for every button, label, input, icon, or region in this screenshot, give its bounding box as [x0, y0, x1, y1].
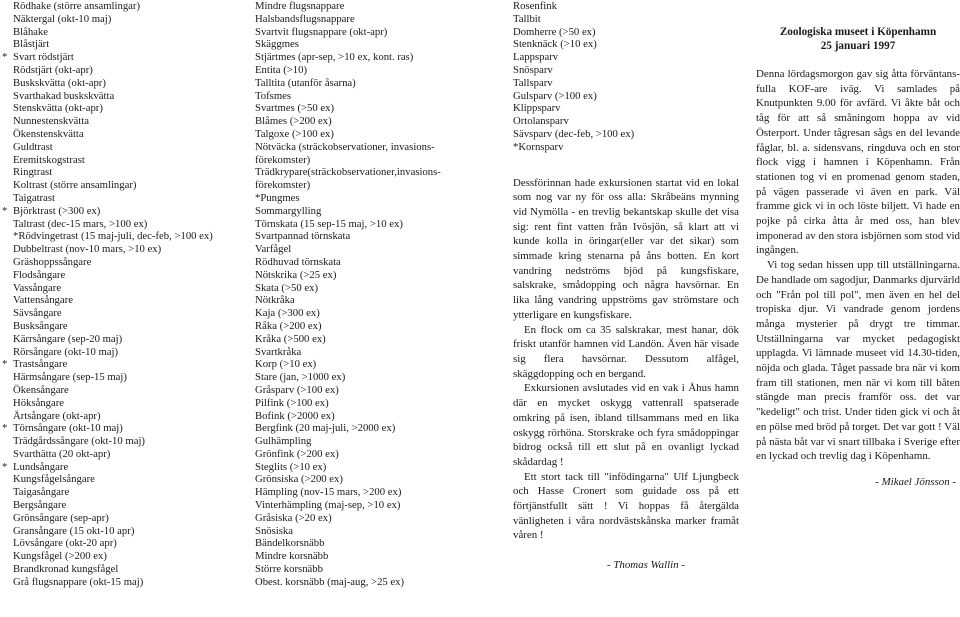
species-name: Entita (>10)	[255, 63, 308, 76]
excursion-report-text	[513, 176, 739, 544]
species-list-column-3	[513, 0, 739, 154]
species-entry	[2, 537, 240, 550]
species-name: Tofsmes	[255, 89, 292, 102]
species-entry	[255, 115, 475, 128]
species-entry	[2, 26, 240, 39]
species-name: Obest. korsnäbb (maj-aug, >25 ex)	[255, 575, 405, 588]
author-signature-thomas-wallin: - Thomas Wallin -	[607, 559, 685, 572]
species-name: Svartpannad törnskata	[255, 230, 351, 243]
species-name: Råka (>200 ex)	[255, 319, 322, 332]
species-entry	[2, 563, 240, 576]
species-entry	[255, 230, 475, 243]
species-name: Mindre flugsnappare	[255, 0, 345, 12]
species-name: Nötväcka (sträckobservationer, invasions-	[255, 140, 435, 153]
species-entry	[255, 179, 475, 192]
species-name: Blåhake	[13, 25, 49, 38]
species-name: förekomster)	[255, 179, 311, 192]
species-name: Stenskvätta (okt-apr)	[13, 102, 103, 115]
paragraph: Exkursionen avslutades vid en vak i Åhus hamn där en mycket oskygg vattenrall spatserade omkring på isen, ibland tillsammans med en lika oskygg rörhöna. Storskrake och fyra smådoppingar bidrog också till ett slut på en ovanligt lyckad skådardag !	[513, 382, 739, 468]
species-name: Klippsparv	[513, 102, 561, 115]
species-name: Björktrast (>300 ex)	[13, 204, 101, 217]
species-name: Sävsparv (dec-feb, >100 ex)	[513, 127, 635, 140]
paragraph: Denna lördagsmorgon gav sig åtta förväntans-fulla KOF-are iväg. Vi samlades på Knutpunkten 9.00 för avfärd. Vi åkte båt och tåg för att så småningom hoppa av vid Österport. Under tågresan sågs en del levande fåglar, bl. a. sidensvans, ringduva och en stor flock vigg i hamnen i Köpenhamn. Från stationen tog vi en promenad genom staden, på vägen passerade vi även en park. Väl framme gick vi in och löste biljett. Vi hade en pojke på cirka åtta år med oss, han blev imponerad av den stora isbjörnen som stod vid ingången.	[756, 68, 960, 257]
species-entry	[2, 90, 240, 103]
species-name: Nötkråka	[255, 294, 295, 307]
species-entry	[513, 64, 739, 77]
species-name: Lundsångare	[13, 460, 69, 473]
species-name: *Pungmes	[255, 191, 300, 204]
species-entry	[2, 256, 240, 269]
species-entry	[255, 282, 475, 295]
species-entry	[255, 435, 475, 448]
species-entry	[255, 128, 475, 141]
species-entry	[255, 141, 475, 154]
species-name: Nötskrika (>25 ex)	[255, 268, 337, 281]
species-entry	[255, 397, 475, 410]
species-entry	[255, 576, 475, 589]
species-entry	[255, 346, 475, 359]
species-entry	[255, 422, 475, 435]
species-name: Rödhuvad törnskata	[255, 255, 341, 268]
species-entry	[2, 243, 240, 256]
species-name: Bergfink (20 maj-juli, >2000 ex)	[255, 422, 396, 435]
asterisk-marker: *	[2, 204, 8, 217]
author-signature-mikael-jonsson: - Mikael Jönsson -	[875, 475, 956, 488]
species-name: Ortolansparv	[513, 115, 569, 128]
species-entry	[2, 38, 240, 51]
species-entry	[513, 38, 739, 51]
species-entry	[2, 154, 240, 167]
species-name: Buskskvätta (okt-apr)	[13, 76, 106, 89]
species-name: Trädkrypare(sträckobservationer,invasions-	[255, 166, 441, 179]
species-entry	[255, 102, 475, 115]
species-name: Gräshoppssångare	[13, 255, 92, 268]
species-entry	[513, 115, 739, 128]
species-entry	[2, 320, 240, 333]
species-name: Trädgårdssångare (okt-10 maj)	[13, 435, 145, 448]
species-entry	[255, 448, 475, 461]
species-entry	[2, 525, 240, 538]
species-entry	[255, 192, 475, 205]
species-name: Dubbeltrast (nov-10 mars, >10 ex)	[13, 243, 162, 256]
species-name: Svart rödstjärt	[13, 51, 74, 64]
museum-report-text	[756, 67, 960, 464]
species-entry	[255, 307, 475, 320]
species-name: Vassångare	[13, 281, 62, 294]
species-entry	[513, 102, 739, 115]
species-entry	[2, 192, 240, 205]
species-list-column-1	[2, 0, 240, 589]
species-name: Blåstjärt	[13, 38, 50, 51]
species-entry	[2, 141, 240, 154]
species-name: Vinterhämpling (maj-sep, >10 ex)	[255, 499, 401, 512]
species-name: Gråsparv (>100 ex)	[255, 383, 339, 396]
species-name: Kungsfågel (>200 ex)	[13, 550, 107, 563]
species-entry	[2, 473, 240, 486]
species-entry	[2, 294, 240, 307]
species-entry	[255, 77, 475, 90]
species-entry	[255, 473, 475, 486]
species-entry	[255, 51, 475, 64]
species-name: Steglits (>10 ex)	[255, 460, 327, 473]
species-name: Guldtrast	[13, 140, 53, 153]
species-name: förekomster)	[255, 153, 311, 166]
species-name: Snösiska	[255, 524, 294, 537]
species-entry	[2, 218, 240, 231]
species-name: Svartmes (>50 ex)	[255, 102, 335, 115]
species-name: Härmsångare (sep-15 maj)	[13, 371, 127, 384]
species-entry	[2, 461, 240, 474]
species-entry	[2, 0, 240, 13]
species-name: *Kornsparv	[513, 140, 564, 153]
species-entry	[255, 218, 475, 231]
species-name: Grönfink (>200 ex)	[255, 447, 339, 460]
species-entry	[255, 64, 475, 77]
species-entry	[513, 0, 739, 13]
species-entry	[513, 128, 739, 141]
species-name: Bergsångare	[13, 499, 67, 512]
species-name: Hämpling (nov-15 mars, >200 ex)	[255, 486, 402, 499]
species-name: Kärrsångare (sep-20 maj)	[13, 332, 123, 345]
species-name: Koltrast (större ansamlingar)	[13, 179, 137, 192]
species-name: Grönsiska (>200 ex)	[255, 473, 343, 486]
species-name: Rosenfink	[513, 0, 557, 12]
species-entry	[2, 422, 240, 435]
species-entry	[255, 26, 475, 39]
species-entry	[2, 64, 240, 77]
species-name: Pilfink (>100 ex)	[255, 396, 329, 409]
species-name: Höksångare	[13, 396, 65, 409]
species-name: Kaja (>300 ex)	[255, 307, 320, 320]
species-entry	[2, 486, 240, 499]
species-name: Busksångare	[13, 319, 68, 332]
species-entry	[2, 550, 240, 563]
species-name: Varfågel	[255, 243, 292, 256]
species-name: Taltrast (dec-15 mars, >100 ex)	[13, 217, 148, 230]
species-name: Stjärtmes (apr-sep, >10 ex, kont. ras)	[255, 51, 414, 64]
species-entry	[2, 512, 240, 525]
species-name: Rörsångare (okt-10 maj)	[13, 345, 119, 358]
species-entry	[2, 397, 240, 410]
species-entry	[255, 358, 475, 371]
species-entry	[2, 346, 240, 359]
species-list-column-2	[255, 0, 475, 589]
species-name: Näktergal (okt-10 maj)	[13, 12, 112, 25]
species-name: Gråsiska (>20 ex)	[255, 511, 332, 524]
species-name: Sommargylling	[255, 204, 322, 217]
species-name: Trastsångare	[13, 358, 68, 371]
species-entry	[513, 26, 739, 39]
species-name: Korp (>10 ex)	[255, 358, 317, 371]
species-entry	[2, 166, 240, 179]
paragraph: Vi tog sedan hissen upp till utställningarna. De handlade om sagodjur, Danmarks djurvärld och "Från pol till pol", men även en hel del tropiska djur. Vi vandrade genom jordens många mysterier på drygt tre timmar. Utställningarna var mycket pedagogiskt upplagda. Vi lämnade museet vid 14.30-tiden, nöjda och glada. Tåget passade bra när vi kom fram till stationen, men när vi kom till båten stängde man precis framför oss. det var "kedeligt" och trist. Under tiden gick vi och åt en pölse med bröd på torget. Det var gott ! Väl på nästa båt var vi snart tillbaka i Sverige efter en lyckad och trevlig dag i Köpenhamn.	[756, 259, 960, 463]
species-name: Gulhämpling	[255, 435, 312, 448]
article-date: 25 januari 1997	[820, 39, 896, 52]
species-entry	[2, 282, 240, 295]
species-name: Bändelkorsnäbb	[255, 537, 325, 550]
species-name: Rödstjärt (okt-apr)	[13, 63, 93, 76]
species-entry	[513, 13, 739, 26]
paragraph: En flock om ca 35 salskrakar, mest hanar, dök friskt utanför hamnen vid Landön. Även här visade sig flera havsörnar. Dessutom alfågel, skäggdopping och en bergand.	[513, 323, 739, 380]
species-name: Större korsnäbb	[255, 563, 323, 576]
species-name: Kungsfågelsångare	[13, 473, 95, 486]
species-entry	[255, 166, 475, 179]
species-name: Törnskata (15 sep-15 maj, >10 ex)	[255, 217, 403, 230]
species-entry	[255, 512, 475, 525]
species-entry	[255, 384, 475, 397]
species-entry	[255, 525, 475, 538]
species-entry	[2, 435, 240, 448]
species-name: Taigasångare	[13, 486, 70, 499]
species-name: Grönsångare (sep-apr)	[13, 511, 109, 524]
species-entry	[513, 51, 739, 64]
species-entry	[255, 499, 475, 512]
paragraph: Dessförinnan hade exkursionen startat vid en lokal som nog var ny för oss alla: Skråbeäns mynning vid Nymölla - en trevlig bekantskap skulle det visa sig: rent fint vatten från Ivösjön, så klart att vi kunde kolla in öringar(eller var det sikar) som simmade kring stenarna på åns botten. En kort vandring nedströms bjöd på kungsfiskare, salskrake, smådopping och några havsörnar. En lika lång vandring uppströms gav strömstare och ytterligare en kungsfiskare.	[513, 176, 739, 321]
species-name: Snösparv	[513, 63, 553, 76]
species-entry	[255, 550, 475, 563]
species-name: Ökenstenskvätta	[13, 127, 84, 140]
species-entry	[255, 243, 475, 256]
species-entry	[255, 13, 475, 26]
species-name: Blåmes (>200 ex)	[255, 115, 332, 128]
species-name: Grå flugsnappare (okt-15 maj)	[13, 575, 144, 588]
species-entry	[2, 179, 240, 192]
species-name: Rödhake (större ansamlingar)	[13, 0, 141, 12]
species-entry	[255, 410, 475, 423]
species-name: Ökensångare	[13, 383, 69, 396]
species-entry	[2, 51, 240, 64]
species-name: Svartvit flugsnappare (okt-apr)	[255, 25, 388, 38]
species-entry	[2, 576, 240, 589]
species-entry	[255, 333, 475, 346]
species-entry	[255, 294, 475, 307]
species-entry	[2, 102, 240, 115]
asterisk-marker: *	[2, 422, 8, 435]
species-name: Halsbandsflugsnappare	[255, 12, 355, 25]
species-name: Stenknäck (>10 ex)	[513, 38, 597, 51]
species-name: Talgoxe (>100 ex)	[255, 127, 334, 140]
species-name: Eremitskogstrast	[13, 153, 85, 166]
species-name: Mindre korsnäbb	[255, 550, 329, 563]
species-name: Vattensångare	[13, 294, 73, 307]
species-name: Taigatrast	[13, 191, 55, 204]
species-entry	[255, 38, 475, 51]
species-name: Lappsparv	[513, 51, 559, 64]
species-name: Törnsångare (okt-10 maj)	[13, 422, 123, 435]
species-entry	[2, 269, 240, 282]
species-entry	[255, 537, 475, 550]
asterisk-marker: *	[2, 51, 8, 64]
species-name: Flodsångare	[13, 268, 66, 281]
species-entry	[2, 358, 240, 371]
species-name: Skäggmes	[255, 38, 299, 51]
paragraph: Ett stort tack till "infödingarna" Ulf Ljungbeck och Hasse Cronert som guidade oss på ett förtjänstfullt sätt ! Vi hoppas få återgälda vänligheten i våra nordvästskånska marker framåt våren !	[513, 470, 739, 542]
species-name: Talltita (utanför åsarna)	[255, 76, 356, 89]
column-4	[756, 26, 960, 488]
species-entry	[255, 563, 475, 576]
species-name: Gransångare (15 okt-10 apr)	[13, 524, 135, 537]
species-name: Stare (jan, >1000 ex)	[255, 371, 346, 384]
species-name: Kråka (>500 ex)	[255, 332, 326, 345]
column-3	[513, 0, 739, 571]
species-entry	[2, 13, 240, 26]
species-entry	[2, 128, 240, 141]
species-entry	[255, 90, 475, 103]
species-entry	[513, 141, 739, 154]
species-entry	[255, 205, 475, 218]
species-name: Nunnestenskvätta	[13, 115, 89, 128]
asterisk-marker: *	[2, 460, 8, 473]
species-entry	[255, 486, 475, 499]
species-entry	[513, 90, 739, 103]
species-name: Bofink (>2000 ex)	[255, 409, 335, 422]
species-entry	[255, 269, 475, 282]
species-entry	[2, 115, 240, 128]
species-entry	[255, 154, 475, 167]
species-entry	[255, 0, 475, 13]
species-name: Gulsparv (>100 ex)	[513, 89, 597, 102]
species-name: Sävsångare	[13, 307, 62, 320]
species-name: Ringtrast	[13, 166, 53, 179]
species-name: Tallsparv	[513, 76, 553, 89]
species-entry	[2, 499, 240, 512]
species-name: Skata (>50 ex)	[255, 281, 319, 294]
species-entry	[255, 320, 475, 333]
species-entry	[2, 410, 240, 423]
species-entry	[2, 371, 240, 384]
article-title: Zoologiska museet i Köpenhamn	[779, 26, 937, 38]
species-entry	[2, 230, 240, 243]
species-entry	[255, 371, 475, 384]
species-entry	[2, 384, 240, 397]
species-name: Tallbit	[513, 12, 541, 25]
species-entry	[255, 256, 475, 269]
species-name: Lövsångare (okt-20 apr)	[13, 537, 117, 550]
species-name: *Rödvingetrast (15 maj-juli, dec-feb, >100 ex)	[13, 230, 213, 243]
species-entry	[2, 448, 240, 461]
species-entry	[2, 333, 240, 346]
species-entry	[513, 77, 739, 90]
species-entry	[2, 77, 240, 90]
species-name: Svarthätta (20 okt-apr)	[13, 447, 111, 460]
species-entry	[2, 205, 240, 218]
species-entry	[255, 461, 475, 474]
species-entry	[2, 307, 240, 320]
species-name: Ärtsångare (okt-apr)	[13, 409, 101, 422]
species-name: Svarthakad buskskvätta	[13, 89, 115, 102]
species-name: Svartkråka	[255, 345, 302, 358]
species-name: Domherre (>50 ex)	[513, 25, 596, 38]
asterisk-marker: *	[2, 358, 8, 371]
species-name: Brandkronad kungsfågel	[13, 563, 119, 576]
